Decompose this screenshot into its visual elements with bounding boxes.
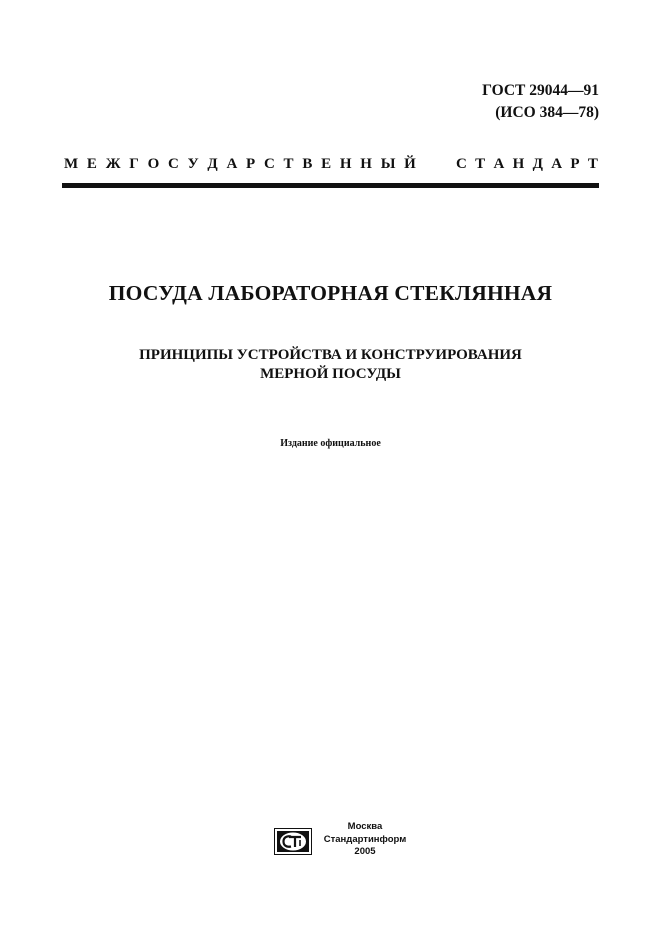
standard-category bbox=[64, 155, 598, 173]
publisher-city: Москва bbox=[347, 821, 383, 832]
category-letter: Ы bbox=[380, 156, 396, 172]
category-letter: А bbox=[226, 156, 238, 172]
subtitle-line-1: ПРИНЦИПЫ УСТРОЙСТВА И КОНСТРУИРОВАНИЯ bbox=[139, 347, 522, 363]
gost-number: ГОСТ 29044—91 bbox=[482, 82, 599, 99]
subtitle-line-2: МЕРНОЙ ПОСУДЫ bbox=[260, 366, 401, 382]
category-letter: Й bbox=[404, 156, 416, 172]
publisher-name: Стандартинформ bbox=[323, 833, 407, 845]
standartinform-logo-icon bbox=[274, 828, 312, 855]
category-word-standard bbox=[456, 155, 598, 173]
category-letter: Н bbox=[339, 156, 352, 172]
category-letter: А bbox=[551, 156, 563, 172]
edition-note: Издание официальное bbox=[280, 438, 381, 449]
category-letter: Т bbox=[475, 156, 486, 172]
category-letter: С bbox=[263, 156, 275, 172]
category-letter: Г bbox=[129, 156, 139, 172]
category-letter: Н bbox=[360, 156, 372, 172]
category-letter: У bbox=[187, 156, 199, 172]
document-title: ПОСУДА ЛАБОРАТОРНАЯ СТЕКЛЯННАЯ bbox=[108, 281, 553, 305]
category-letter: В bbox=[302, 156, 313, 172]
header-rule bbox=[62, 183, 599, 188]
category-letter: Е bbox=[321, 156, 332, 172]
category-letter: Ж bbox=[105, 156, 121, 172]
publication-year: 2005 bbox=[354, 846, 376, 857]
category-letter: Т bbox=[587, 156, 598, 172]
category-letter: Е bbox=[86, 156, 97, 172]
category-letter: С bbox=[168, 156, 179, 172]
publisher-info bbox=[320, 821, 410, 859]
iso-number: (ИСО 384—78) bbox=[495, 104, 599, 121]
category-letter: О bbox=[147, 156, 160, 172]
document-subtitle bbox=[0, 346, 661, 384]
category-letter: С bbox=[456, 156, 467, 172]
category-letter: Т bbox=[283, 156, 294, 172]
standard-identifier bbox=[482, 80, 599, 124]
category-letter: Р bbox=[570, 156, 580, 172]
category-letter: Д bbox=[532, 156, 543, 172]
category-letter: Н bbox=[512, 156, 525, 172]
category-letter: М bbox=[64, 156, 79, 172]
category-letter: Р bbox=[246, 156, 256, 172]
category-letter: А bbox=[493, 156, 505, 172]
category-word-interstate bbox=[64, 155, 416, 173]
category-letter: Д bbox=[207, 156, 218, 172]
publisher-block bbox=[274, 820, 424, 860]
